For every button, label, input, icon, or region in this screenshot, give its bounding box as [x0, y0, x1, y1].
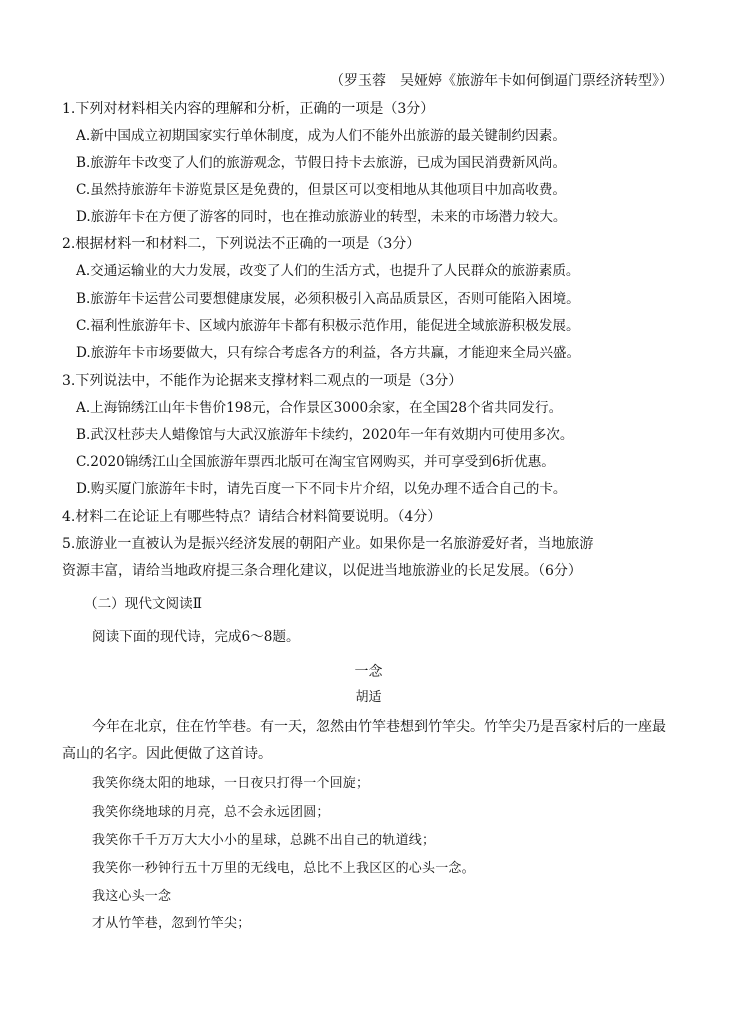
question-5-line-1: 5.旅游业一直被认为是振兴经济发展的朝阳产业。如果你是一名旅游爱好者，当地旅游 [62, 536, 594, 552]
question-1-option-d: D.旅游年卡在方便了游客的同时，也在推动旅游业的转型，未来的市场潜力较大。 [76, 209, 567, 225]
question-1-option-b: B.旅游年卡改变了人们的旅游观念，节假日持卡去旅游，已成为国民消费新风尚。 [76, 155, 567, 171]
preface-line-1: 今年在北京，住在竹竿巷。有一天，忽然由竹竿巷想到竹竿尖。竹竿尖乃是吾家村后的一座最 [92, 719, 666, 735]
question-3-option-a: A.上海锦绣江山年卡售价198元，合作景区3000余家，在全国28个省共同发行。 [76, 400, 563, 416]
poem-author: 胡适 [355, 690, 382, 705]
question-2-stem: 2.根据材料一和材料二，下列说法不正确的一项是（3分） [62, 236, 421, 252]
poem-line: 我笑你绕太阳的地球，一日夜只打得一个回旋； [92, 776, 370, 791]
question-1-stem: 1.下列对材料相关内容的理解和分析，正确的一项是（3分） [62, 101, 435, 117]
question-3-option-b: B.武汉杜莎夫人蜡像馆与大武汉旅游年卡续约，2020年一年有效期内可使用多次。 [76, 427, 574, 443]
question-3-option-d: D.购买厦门旅游年卡时，请先百度一下不同卡片介绍，以免办理不适合自己的卡。 [76, 481, 567, 497]
question-4: 4.材料二在论证上有哪些特点？请结合材料简要说明。（4分） [62, 509, 442, 525]
poem-line: 才从竹竿巷，忽到竹竿尖； [92, 916, 251, 931]
poem-line: 我笑你绕地球的月亮，总不会永远团圆； [92, 805, 330, 820]
source-citation: （罗玉蓉 吴娅婷《旅游年卡如何倒逼门票经济转型》） [330, 73, 673, 89]
poem-line: 我这心头一念 [92, 889, 172, 904]
question-2-option-c: C.福利性旅游年卡、区域内旅游年卡都有积极示范作用，能促进全域旅游积极发展。 [76, 318, 580, 334]
question-2-option-a: A.交通运输业的大力发展，改变了人们的生活方式，也提升了人民群众的旅游素质。 [76, 263, 580, 279]
preface-line-2: 高山的名字。因此便做了这首诗。 [62, 746, 272, 762]
question-3-option-c: C.2020锦绣江山全国旅游年票西北版可在淘宝官网购买，并可享受到6折优惠。 [76, 454, 555, 470]
section-heading: （二）现代文阅读Ⅱ [84, 596, 202, 612]
poem-line: 我笑你一秒钟行五十万里的无线电，总比不上我区区的心头一念。 [92, 861, 475, 876]
question-5-line-2: 资源丰富，请给当地政府提三条合理化建议，以促进当地旅游业的长足发展。（6分） [62, 563, 582, 579]
poem-line: 我笑你千千万万大大小小的星球，总跳不出自己的轨道线； [92, 833, 436, 848]
reading-instruction: 阅读下面的现代诗，完成6～8题。 [92, 629, 300, 645]
question-2-option-d: D.旅游年卡市场要做大，只有综合考虑各方的利益，各方共赢，才能迎来全局兴盛。 [76, 345, 581, 361]
question-1-option-c: C.虽然持旅游年卡游览景区是免费的，但景区可以变相地从其他项目中加高收费。 [76, 182, 567, 198]
question-3-stem: 3.下列说法中，不能作为论据来支撑材料二观点的一项是（3分） [62, 373, 463, 389]
question-1-option-a: A.新中国成立初期国家实行单休制度，成为人们不能外出旅游的最关键制约因素。 [76, 128, 566, 144]
question-2-option-b: B.旅游年卡运营公司要想健康发展，必须积极引入高品质景区，否则可能陷入困境。 [76, 291, 580, 307]
poem-title: 一念 [354, 664, 383, 680]
